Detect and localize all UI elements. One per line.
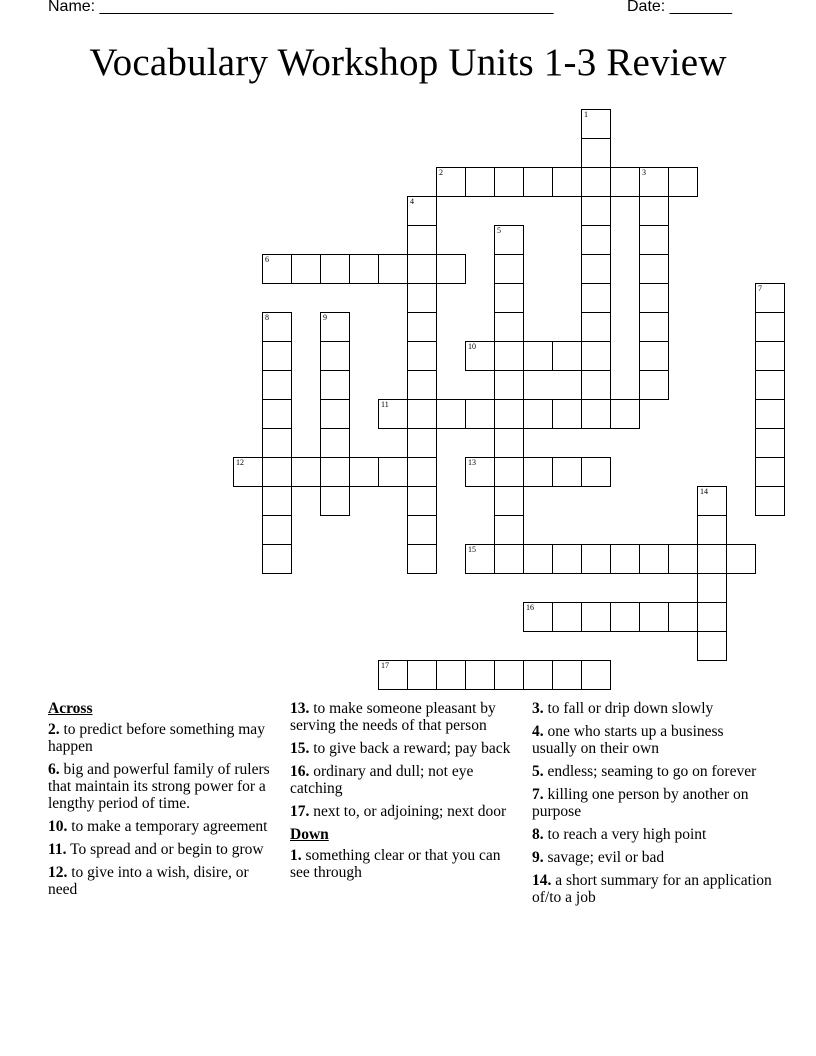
clue-number-label: 10 [468, 342, 476, 351]
clue-down-14: 14. a short summary for an application of/to a job [532, 872, 772, 906]
clue-down-1: 1. something clear or that you can see through [290, 847, 501, 881]
crossword-cell[interactable] [668, 544, 698, 574]
crossword-cell-9[interactable] [320, 312, 350, 342]
down-heading: Down [290, 826, 329, 843]
clue-down-8: 8. to reach a very high point [532, 826, 707, 843]
clue-number-label: 3 [642, 168, 646, 177]
crossword-cell[interactable] [494, 457, 524, 487]
clue-down-5: 5. endless; seaming to go on forever [532, 763, 757, 780]
crossword-cell[interactable] [697, 515, 727, 545]
crossword-cell-11[interactable] [378, 399, 408, 429]
crossword-cell[interactable] [291, 254, 321, 284]
crossword-cell[interactable] [407, 457, 437, 487]
crossword-cell[interactable] [755, 457, 785, 487]
name-field[interactable]: Name: ___________________________________________________ [48, 0, 554, 15]
clue-number-label: 7 [758, 284, 762, 293]
crossword-cell[interactable] [639, 370, 669, 400]
clue-number-label: 4 [410, 197, 414, 206]
crossword-cell[interactable] [436, 660, 466, 690]
crossword-cell[interactable] [320, 457, 350, 487]
crossword-cell[interactable] [494, 428, 524, 458]
clue-across-6: 6. big and powerful family of rulers that maintain its strong power for a lengthy period of time. [48, 761, 270, 812]
crossword-cell[interactable] [523, 457, 553, 487]
crossword-cell[interactable] [581, 370, 611, 400]
clues-column-2 [290, 700, 522, 887]
clue-number-label: 11 [381, 400, 389, 409]
crossword-cell[interactable] [581, 312, 611, 342]
crossword-cell[interactable] [320, 254, 350, 284]
crossword-cell[interactable] [552, 167, 582, 197]
crossword-cell[interactable] [552, 544, 582, 574]
crossword-cell[interactable] [581, 660, 611, 690]
crossword-cell[interactable] [494, 486, 524, 516]
crossword-cell-15[interactable] [465, 544, 495, 574]
crossword-cell[interactable] [320, 370, 350, 400]
crossword-cell[interactable] [552, 602, 582, 632]
crossword-cell[interactable] [378, 457, 408, 487]
across-heading: Across [48, 700, 93, 717]
crossword-cell[interactable] [494, 544, 524, 574]
crossword-cell[interactable] [523, 544, 553, 574]
crossword-cell[interactable] [639, 341, 669, 371]
crossword-cell[interactable] [262, 544, 292, 574]
crossword-cell[interactable] [494, 370, 524, 400]
crossword-cell[interactable] [494, 660, 524, 690]
crossword-cell[interactable] [436, 399, 466, 429]
date-field[interactable]: Date: _______ [627, 0, 732, 15]
crossword-cell[interactable] [407, 254, 437, 284]
crossword-cell[interactable] [262, 515, 292, 545]
crossword-cell[interactable] [552, 341, 582, 371]
crossword-cell[interactable] [697, 573, 727, 603]
crossword-cell[interactable] [523, 660, 553, 690]
crossword-cell[interactable] [523, 341, 553, 371]
crossword-cell[interactable] [697, 631, 727, 661]
crossword-cell[interactable] [581, 225, 611, 255]
clue-down-9: 9. savage; evil or bad [532, 849, 665, 866]
crossword-cell[interactable] [349, 457, 379, 487]
crossword-cell[interactable] [668, 167, 698, 197]
crossword-cell[interactable] [494, 167, 524, 197]
crossword-cell-10[interactable] [465, 341, 495, 371]
crossword-cell[interactable] [436, 254, 466, 284]
crossword-cell[interactable] [639, 602, 669, 632]
crossword-cell[interactable] [262, 428, 292, 458]
crossword-cell[interactable] [407, 341, 437, 371]
crossword-cell[interactable] [407, 283, 437, 313]
crossword-cell[interactable] [697, 602, 727, 632]
crossword-cell[interactable] [726, 544, 756, 574]
crossword-cell-8[interactable] [262, 312, 292, 342]
crossword-cell[interactable] [262, 341, 292, 371]
crossword-cell[interactable] [494, 254, 524, 284]
crossword-cell[interactable] [755, 370, 785, 400]
crossword-cell[interactable] [494, 312, 524, 342]
clue-number-label: 1 [584, 110, 588, 119]
crossword-cell-6[interactable] [262, 254, 292, 284]
crossword-cell[interactable] [407, 660, 437, 690]
crossword-cell[interactable] [465, 660, 495, 690]
clue-across-2: 2. to predict before something may happen [48, 721, 265, 755]
crossword-cell[interactable] [320, 341, 350, 371]
clue-number-label: 13 [468, 458, 476, 467]
clue-across-16: 16. ordinary and dull; not eye catching [290, 763, 474, 797]
crossword-cell[interactable] [755, 341, 785, 371]
crossword-cell[interactable] [639, 254, 669, 284]
crossword-cell[interactable] [581, 457, 611, 487]
crossword-cell[interactable] [581, 138, 611, 168]
crossword-cell[interactable] [755, 428, 785, 458]
crossword-cell[interactable] [581, 283, 611, 313]
crossword-cell[interactable] [494, 283, 524, 313]
clue-number-label: 6 [265, 255, 269, 264]
crossword-cell[interactable] [262, 457, 292, 487]
crossword-cell[interactable] [755, 399, 785, 429]
crossword-cell[interactable] [552, 399, 582, 429]
crossword-cell[interactable] [262, 399, 292, 429]
crossword-cell[interactable] [320, 486, 350, 516]
crossword-cell-16[interactable] [523, 602, 553, 632]
clues-column-3 [532, 700, 772, 912]
crossword-cell[interactable] [610, 602, 640, 632]
crossword-cell[interactable] [639, 544, 669, 574]
crossword-cell[interactable] [291, 457, 321, 487]
clue-number-label: 16 [526, 603, 534, 612]
crossword-cell[interactable] [581, 167, 611, 197]
crossword-cell[interactable] [407, 544, 437, 574]
crossword-cell[interactable] [755, 312, 785, 342]
clue-number-label: 9 [323, 313, 327, 322]
crossword-cell-3[interactable] [639, 167, 669, 197]
clue-across-11: 11. To spread and or begin to grow [48, 841, 264, 858]
crossword-cell[interactable] [320, 399, 350, 429]
crossword-cell[interactable] [523, 167, 553, 197]
crossword-cell[interactable] [581, 196, 611, 226]
crossword-cell[interactable] [639, 196, 669, 226]
crossword-cell[interactable] [407, 399, 437, 429]
crossword-cell-14[interactable] [697, 486, 727, 516]
crossword-cell[interactable] [349, 254, 379, 284]
crossword-cell-5[interactable] [494, 225, 524, 255]
crossword-cell[interactable] [523, 399, 553, 429]
crossword-cell[interactable] [378, 254, 408, 284]
crossword-cell[interactable] [552, 660, 582, 690]
crossword-cell[interactable] [407, 428, 437, 458]
crossword-cell[interactable] [552, 457, 582, 487]
crossword-cell-7[interactable] [755, 283, 785, 313]
clue-number-label: 14 [700, 487, 708, 496]
crossword-cell[interactable] [262, 486, 292, 516]
crossword-cell[interactable] [581, 341, 611, 371]
crossword-cell-17[interactable] [378, 660, 408, 690]
clue-number-label: 17 [381, 661, 389, 670]
crossword-cell-12[interactable] [233, 457, 263, 487]
crossword-cell[interactable] [494, 515, 524, 545]
crossword-cell[interactable] [639, 312, 669, 342]
crossword-cell[interactable] [465, 399, 495, 429]
crossword-cell[interactable] [494, 341, 524, 371]
crossword-cell[interactable] [610, 399, 640, 429]
crossword-cell[interactable] [581, 602, 611, 632]
crossword-cell[interactable] [610, 544, 640, 574]
crossword-cell-13[interactable] [465, 457, 495, 487]
crossword-cell[interactable] [668, 602, 698, 632]
clues-column-1 [48, 700, 278, 904]
crossword-cell-2[interactable] [436, 167, 466, 197]
page-title: Vocabulary Workshop Units 1-3 Review [89, 41, 727, 84]
clue-number-label: 15 [468, 545, 476, 554]
clue-number-label: 2 [439, 168, 443, 177]
crossword-cell[interactable] [610, 167, 640, 197]
crossword-cell[interactable] [407, 312, 437, 342]
clue-down-4: 4. one who starts up a business usually on their own [532, 723, 724, 757]
crossword-cell[interactable] [755, 486, 785, 516]
crossword-cell[interactable] [697, 544, 727, 574]
crossword-cell[interactable] [639, 225, 669, 255]
crossword-cell[interactable] [581, 254, 611, 284]
crossword-cell-1[interactable] [581, 109, 611, 139]
crossword-cell-4[interactable] [407, 196, 437, 226]
crossword-cell[interactable] [581, 544, 611, 574]
clue-across-12: 12. to give into a wish, disire, or need [48, 864, 249, 898]
clue-down-3: 3. to fall or drip down slowly [532, 700, 714, 717]
crossword-cell[interactable] [494, 399, 524, 429]
clue-number-label: 5 [497, 226, 501, 235]
clue-across-10: 10. to make a temporary agreement [48, 818, 268, 835]
crossword-cell[interactable] [465, 167, 495, 197]
crossword-cell[interactable] [407, 515, 437, 545]
clue-across-17: 17. next to, or adjoining; next door [290, 803, 507, 820]
clue-number-label: 8 [265, 313, 269, 322]
crossword-cell[interactable] [407, 486, 437, 516]
clue-across-15: 15. to give back a reward; pay back [290, 740, 511, 757]
crossword-cell[interactable] [407, 225, 437, 255]
clue-down-7: 7. killing one person by another on purpose [532, 786, 749, 820]
crossword-cell[interactable] [581, 399, 611, 429]
crossword-cell[interactable] [639, 283, 669, 313]
crossword-cell[interactable] [262, 370, 292, 400]
crossword-cell[interactable] [407, 370, 437, 400]
clue-across-13: 13. to make someone pleasant by serving the needs of that person [290, 700, 496, 734]
crossword-cell[interactable] [320, 428, 350, 458]
clue-number-label: 12 [236, 458, 244, 467]
